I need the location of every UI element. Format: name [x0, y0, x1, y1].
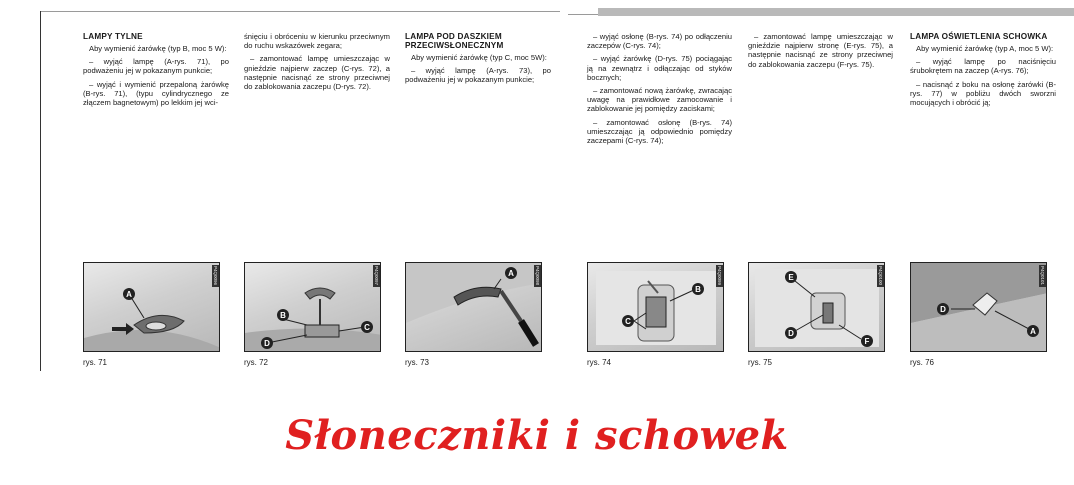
figure-label: F	[864, 337, 870, 346]
figure-76	[910, 262, 1047, 352]
paragraph: – zamontować lampę umieszczając w gnieździe najpierw zaczep (C-rys. 72), a następnie nacisnąć ze strony przeciwnej do zablokowania zaczepu (D-rys. 72).	[244, 54, 390, 92]
figure-71-illustration	[84, 263, 220, 352]
figure-caption: rys. 72	[244, 358, 269, 367]
figure-caption: rys. 71	[83, 358, 108, 367]
paragraph: – nacisnąć z boku na osłonę żarówki (B-rys. 77) w pobliżu dwóch sworzni mocujących i obrócić ją;	[910, 79, 1056, 108]
figure-73	[405, 262, 542, 352]
paragraph: – wyjąć lampę (A-rys. 71), po podważeniu jej w pokazanym punkcie;	[83, 57, 229, 76]
heading-lampa-schowka: LAMPA OŚWIETLENIA SCHOWKA	[910, 32, 1048, 41]
figure-75-illustration	[749, 263, 885, 352]
figure-code: P4Q0101	[1040, 266, 1045, 286]
figure-label: B	[695, 285, 701, 294]
column-4	[587, 32, 732, 149]
figure-code: P4Q0096	[213, 266, 218, 286]
figure-caption: rys. 76	[910, 358, 935, 367]
figure-label: A	[126, 290, 132, 299]
top-rule-left	[40, 11, 560, 12]
paragraph: – wyjąć osłonę (B-rys. 74) po odłączeniu zaczepów (C-rys. 74);	[587, 32, 732, 51]
figure-code: P4Q0097	[374, 266, 379, 286]
figure-caption: rys. 73	[405, 358, 430, 367]
figure-72	[244, 262, 381, 352]
page-margin-line	[40, 11, 41, 371]
heading-lampy-tylne: LAMPY TYLNE	[83, 32, 143, 41]
paragraph: Aby wymienić żarówkę (typ B, moc 5 W):	[89, 44, 227, 53]
figure-74	[587, 262, 724, 352]
figure-label: E	[788, 273, 794, 282]
heading-lampa-pod-daszkiem: LAMPA POD DASZKIEM PRZECIWSŁONECZNYM	[405, 32, 504, 50]
page-title: Słoneczniki i schowek	[285, 412, 789, 459]
paragraph: śnięciu i obróceniu w kierunku przeciwnym do ruchu wskazówek zegara;	[244, 32, 390, 51]
column-2	[244, 32, 390, 95]
paragraph: – zamontować lampę umieszczając w gnieździe najpierw stronę (E-rys. 75), a następnie nacisnąć ze strony przeciwnej do zablokowania zaczepu (F-rys. 75).	[748, 32, 893, 69]
top-rule-right-thin	[568, 14, 598, 15]
figure-72-illustration	[245, 263, 381, 352]
column-3	[405, 32, 551, 89]
paragraph: – zamontować osłonę (B-rys. 74) umieszczając ją odpowiednio pomiędzy zaczepami (C-rys. 74);	[587, 117, 732, 146]
figure-code: P4Q0100	[878, 266, 883, 286]
figure-label: A	[508, 269, 514, 278]
figure-caption: rys. 74	[587, 358, 612, 367]
figure-label: D	[940, 305, 946, 314]
figure-caption: rys. 75	[748, 358, 773, 367]
figure-71	[83, 262, 220, 352]
column-6	[910, 32, 1056, 111]
figure-label: B	[280, 311, 286, 320]
paragraph: Aby wymienić żarówkę (typ C, moc 5W):	[411, 53, 547, 62]
figure-code: P4Q0099	[717, 266, 722, 286]
figure-label: C	[625, 317, 631, 326]
figure-73-illustration	[406, 263, 542, 352]
paragraph: Aby wymienić żarówkę (typ A, moc 5 W):	[916, 44, 1054, 53]
figure-75	[748, 262, 885, 352]
paragraph: – wyjąć i wymienić przepaloną żarówkę (B-rys. 71), (typu cylindrycznego ze złączem bagnetowym) po lekkim jej wci-	[83, 79, 229, 108]
paragraph: – wyjąć lampę po naciśnięciu śrubokrętem na zaczep (A-rys. 76);	[910, 57, 1056, 76]
figure-label: D	[264, 339, 270, 348]
figure-76-illustration	[911, 263, 1047, 352]
column-1	[83, 32, 229, 111]
paragraph: – zamontować nową żarówkę, zwracając uwagę na prawidłowe zamocowanie i zablokowanie jej pomiędzy zaciskami;	[587, 86, 732, 114]
figure-label: D	[788, 329, 794, 338]
figure-code: P4Q0098	[535, 266, 540, 286]
column-5	[748, 32, 893, 73]
paragraph: – wyjąć żarówkę (D-rys. 75) pociągając ją na zewnątrz i odłączając od styków bocznych;	[587, 54, 732, 82]
figure-label: A	[1030, 327, 1036, 336]
figure-label: C	[364, 323, 370, 332]
top-rule-right-bar	[598, 8, 1074, 16]
paragraph: – wyjąć lampę (A-rys. 73), po podważeniu jej w pokazanym punkcie;	[405, 66, 551, 85]
figure-74-illustration	[588, 263, 724, 352]
